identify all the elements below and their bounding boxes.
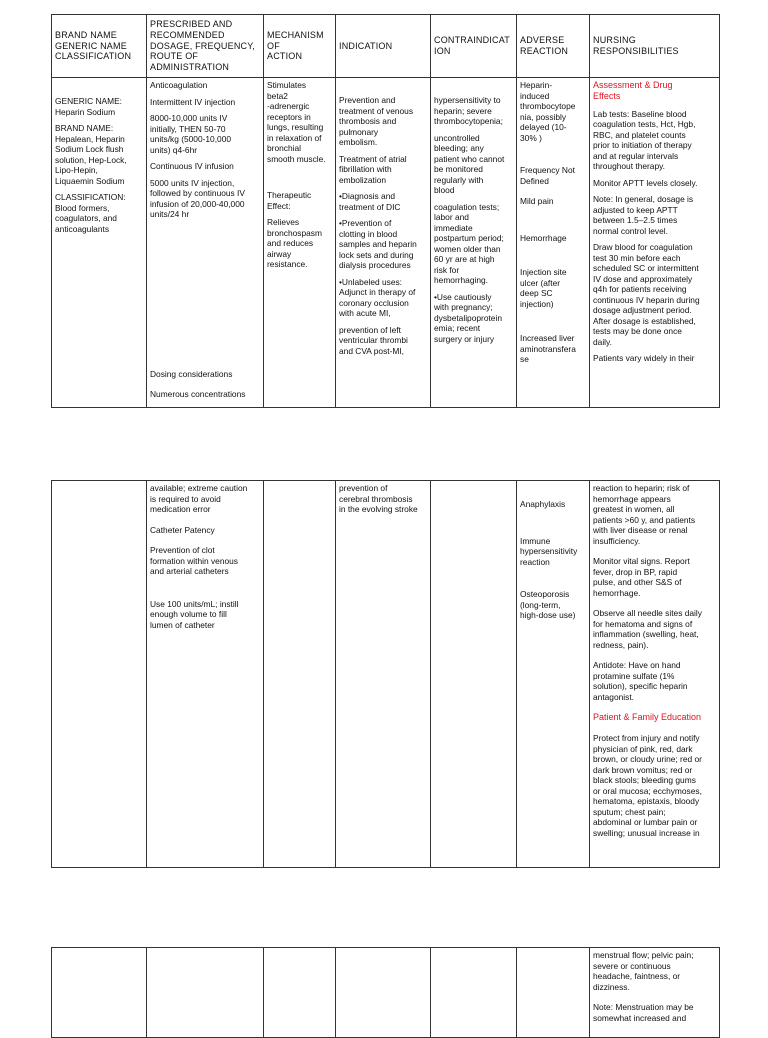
mechanism-text: Stimulates beta2 -adrenergic receptors in lungs, resulting in relaxation of bronchial smooth muscle. bbox=[267, 80, 326, 164]
contraindication-cell bbox=[431, 78, 517, 408]
adverse-reaction-cell bbox=[517, 948, 590, 1038]
header-contraindication: CONTRAINDICAT ION bbox=[431, 15, 517, 78]
nursing-text: reaction to heparin; risk of hemorrhage appears greatest in women, all patients >60 y, and patients with liver disease or renal insufficiency. bbox=[593, 483, 696, 546]
indication-text: •Prevention of clotting in blood samples and heparin lock sets and during dialysis procedures bbox=[339, 218, 417, 270]
nursing-responsibilities-cell bbox=[590, 78, 720, 408]
indication-text: prevention of left ventricular thrombi and CVA post-MI, bbox=[339, 324, 408, 356]
drug-table-page-1 bbox=[51, 14, 720, 408]
contraindication-text: uncontrolled bleeding; any patient who cannot be monitored regularly with blood bbox=[434, 132, 505, 195]
header-nursing-responsibilities: NURSING RESPONSIBILITIES bbox=[590, 15, 720, 78]
adverse-reaction-text: Heparin- induced thrombocytope nia, possibly delayed (10- 30% ) bbox=[520, 80, 576, 143]
mechanism-cell bbox=[264, 78, 336, 408]
mechanism-cell bbox=[264, 481, 336, 868]
generic-name-text: GENERIC NAME: Heparin Sodium bbox=[55, 96, 123, 117]
dosage-text: Use 100 units/mL; instill enough volume to fill lumen of catheter bbox=[150, 598, 239, 630]
dosage-text: available; extreme caution is required to avoid medication error bbox=[150, 483, 248, 514]
assessment-heading: Assessment & Drug Effects bbox=[593, 80, 673, 102]
patient-education-heading: Patient & Family Education bbox=[593, 712, 702, 722]
adverse-reaction-text: Anaphylaxis bbox=[520, 499, 566, 509]
dosage-cell bbox=[147, 78, 264, 408]
indication-text: Prevention and treatment of venous thrombosis and pulmonary embolism. bbox=[339, 95, 414, 147]
contraindication-cell bbox=[431, 948, 517, 1038]
dosage-text: 8000-10,000 units IV initially, THEN 50-70 units/kg (5000-10,000 units) q4-6hr bbox=[150, 113, 232, 155]
adverse-reaction-text: Mild pain bbox=[520, 196, 554, 206]
indication-text: •Unlabeled uses: Adjunct in therapy of coronary occlusion with acute MI, bbox=[339, 276, 416, 318]
brand-generic-classification-cell bbox=[52, 481, 147, 868]
indication-cell bbox=[336, 78, 431, 408]
nursing-text: Note: In general, dosage is adjusted to keep APTT between 1.5–2.5 times normal control level. bbox=[593, 194, 694, 236]
therapeutic-effect-label: Therapeutic Effect: bbox=[267, 190, 312, 211]
header-mechanism: MECHANISM OF ACTION bbox=[264, 15, 336, 78]
nursing-text: Draw blood for coagulation test 30 min before each scheduled SC or intermittent IV dose and approximately q4h for patients receiving continuous IV heparin during dosage adjustment period. After dosage is established, tests may be done once daily. bbox=[593, 242, 700, 347]
nursing-responsibilities-cell bbox=[590, 481, 720, 868]
dosage-text: Anticoagulation bbox=[150, 80, 208, 90]
brand-generic-classification-cell bbox=[52, 948, 147, 1038]
dosage-text: Intermittent IV injection bbox=[150, 96, 236, 107]
dosage-text: 5000 units IV injection, followed by continuous IV infusion of 20,000-40,000 units/24 hr bbox=[150, 177, 245, 219]
header-indication: INDICATION bbox=[336, 15, 431, 78]
brand-name-text: BRAND NAME: Hepalean, Heparin Sodium Lock flush solution, Hep-Lock, Lipo-Hepin, Liquaemin Sodium bbox=[55, 123, 127, 186]
adverse-reaction-text: Increased liver aminotransfera se bbox=[520, 333, 576, 364]
nursing-text: Observe all needle sites daily for hematoma and signs of inflammation (swelling, heat, redness, pain). bbox=[593, 608, 702, 650]
header-dosage: PRESCRIBED AND RECOMMENDED DOSAGE, FREQUENCY, ROUTE OF ADMINISTRATION bbox=[147, 15, 264, 78]
mechanism-cell bbox=[264, 948, 336, 1038]
nursing-responsibilities-cell bbox=[590, 948, 720, 1038]
antidote-text: Antidote: Have on hand protamine sulfate (1% solution), specific heparin antagonist. bbox=[593, 660, 688, 702]
adverse-reaction-cell bbox=[517, 481, 590, 868]
adverse-reaction-text: Frequency Not Defined bbox=[520, 165, 575, 186]
drug-table-page-3 bbox=[51, 947, 720, 1038]
nursing-text: Note: Menstruation may be somewhat increased and bbox=[593, 1002, 694, 1023]
dosage-cell bbox=[147, 481, 264, 868]
nursing-text: menstrual flow; pelvic pain; severe or continuous headache, faintness, or dizziness. bbox=[593, 950, 694, 992]
contraindication-cell bbox=[431, 481, 517, 868]
nursing-text: Monitor APTT levels closely. bbox=[593, 177, 698, 188]
adverse-reaction-text: Immune hypersensitivity reaction bbox=[520, 535, 578, 567]
adverse-reaction-cell bbox=[517, 78, 590, 408]
indication-text: prevention of cerebral thrombosis in the evolving stroke bbox=[339, 483, 418, 514]
indication-text: •Diagnosis and treatment of DIC bbox=[339, 191, 401, 212]
contraindication-text: •Use cautiously with pregnancy; dysbetalipoprotein emia; recent surgery or injury bbox=[434, 291, 502, 344]
adverse-reaction-text: Osteoporosis (long-term, high-dose use) bbox=[520, 589, 576, 620]
nursing-text: Monitor vital signs. Report fever, drop in BP, rapid pulse, and other S&S of hemorrhage. bbox=[593, 556, 690, 598]
dosage-text: Prevention of clot formation within venous and arterial catheters bbox=[150, 545, 238, 576]
adverse-reaction-text: Injection site ulcer (after deep SC injection) bbox=[520, 267, 567, 309]
dosing-considerations-text: Dosing considerations bbox=[150, 369, 233, 379]
numerous-concentrations-text: Numerous concentrations bbox=[150, 388, 246, 399]
nursing-text: Protect from injury and notify physician of pink, red, dark brown, or cloudy urine; red or dark brown vomitus; red or black stools; bleeding gums or oral mucosa; ecchymoses, hematoma, epistaxis, bloody sputum; chest pain; abdominal or lumbar pain or swelling; unusual increase in bbox=[593, 733, 702, 838]
classification-text: CLASSIFICATION: Blood formers, coagulators, and anticoagulants bbox=[55, 192, 126, 234]
indication-cell bbox=[336, 481, 431, 868]
brand-generic-classification-cell bbox=[52, 78, 147, 408]
contraindication-text: coagulation tests; labor and immediate postpartum period; women older than 60 yr are at high risk for hemorrhaging. bbox=[434, 201, 504, 285]
dosage-cell bbox=[147, 948, 264, 1038]
catheter-patency-text: Catheter Patency bbox=[150, 524, 215, 535]
nursing-text: Patients vary widely in their bbox=[593, 353, 695, 363]
nursing-text: Lab tests: Baseline blood coagulation tests, Hct, Hgb, RBC, and platelet counts prior to initiation of therapy and at regular intervals throughout therapy. bbox=[593, 108, 696, 171]
dosage-text: Continuous IV infusion bbox=[150, 161, 234, 171]
indication-cell bbox=[336, 948, 431, 1038]
adverse-reaction-text: Hemorrhage bbox=[520, 232, 567, 243]
header-adverse-reaction: ADVERSE REACTION bbox=[517, 15, 590, 78]
indication-text: Treatment of atrial fibrillation with embolization bbox=[339, 153, 407, 185]
contraindication-text: hypersensitivity to heparin; severe thrombocytopenia; bbox=[434, 95, 503, 126]
drug-table-page-2 bbox=[51, 480, 720, 868]
header-brand-name: BRAND NAME GENERIC NAME CLASSIFICATION bbox=[52, 15, 147, 78]
therapeutic-effect-text: Relieves bronchospasm and reduces airway resistance. bbox=[267, 217, 322, 269]
